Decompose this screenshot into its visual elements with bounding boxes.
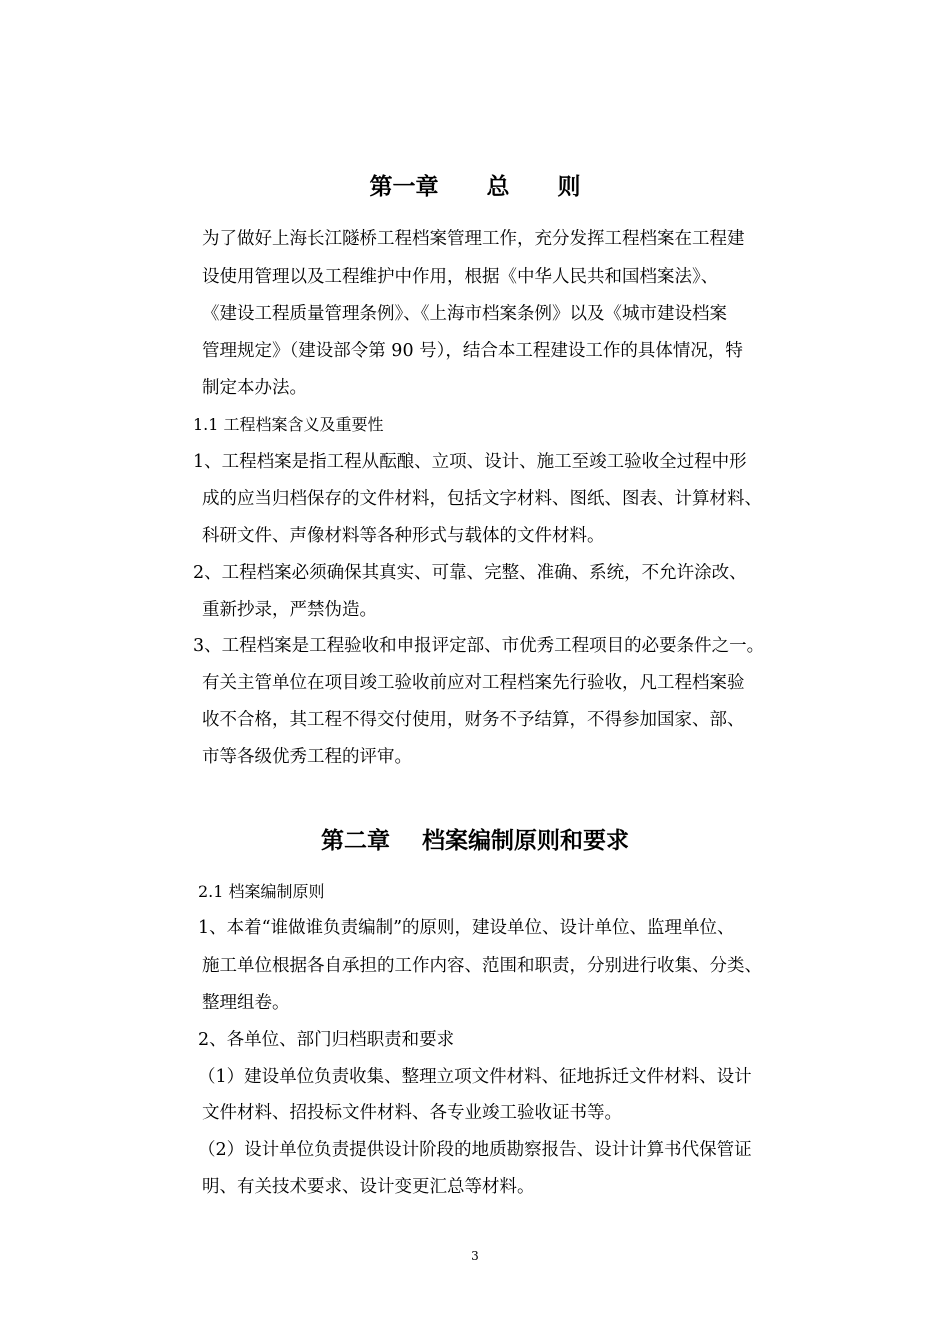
page-number: 3 bbox=[471, 1249, 479, 1263]
section-1-1-item-1-line-1: 1、工程档案是指工程从酝酿、立项、设计、施工至竣工验收全过程中形 bbox=[193, 452, 747, 472]
section-2-1-sub-2-line-1: （2）设计单位负责提供设计阶段的地质勘察报告、设计计算书代保管证 bbox=[198, 1140, 752, 1160]
section-1-1-item-3-line-4: 市等各级优秀工程的评审。 bbox=[202, 747, 412, 767]
section-1-1-item-3-line-1: 3、工程档案是工程验收和申报评定部、市优秀工程项目的必要条件之一。 bbox=[193, 636, 765, 656]
section-1-1-item-2-line-2: 重新抄录，严禁伪造。 bbox=[202, 600, 377, 620]
chapter-1-intro-line-3: 《建设工程质量管理条例》、《上海市档案条例》以及《城市建设档案 bbox=[202, 304, 727, 324]
section-1-1-item-2-line-1: 2、工程档案必须确保其真实、可靠、完整、准确、系统，不允许涂改、 bbox=[193, 563, 747, 583]
section-1-1-item-1-line-3: 科研文件、声像材料等各种形式与载体的文件材料。 bbox=[202, 526, 605, 546]
section-2-1-item-1-line-2: 施工单位根据各自承担的工作内容、范围和职责，分别进行收集、分类、 bbox=[202, 956, 762, 976]
section-2-1-sub-1-line-1: （1）建设单位负责收集、整理立项文件材料、征地拆迁文件材料、设计 bbox=[198, 1067, 752, 1087]
section-2-1-sub-1-line-2: 文件材料、招投标文件材料、各专业竣工验收证书等。 bbox=[202, 1103, 622, 1123]
section-2-1-item-2-heading: 2、各单位、部门归档职责和要求 bbox=[198, 1030, 455, 1050]
chapter-1-intro-line-5: 制定本办法。 bbox=[202, 378, 307, 398]
chapter-1-intro-line-4: 管理规定》（建设部令第 90 号），结合本工程建设工作的具体情况，特 bbox=[202, 341, 743, 361]
chapter-1-title: 第一章 总 则 bbox=[369, 174, 581, 200]
chapter-1-intro-line-2: 设使用管理以及工程维护中作用，根据《中华人民共和国档案法》、 bbox=[202, 267, 719, 287]
section-1-1-heading: 1.1 工程档案含义及重要性 bbox=[193, 415, 384, 434]
section-1-1-item-3-line-2: 有关主管单位在项目竣工验收前应对工程档案先行验收，凡工程档案验 bbox=[202, 673, 745, 693]
section-2-1-item-1-line-1: 1、本着“谁做谁负责编制”的原则，建设单位、设计单位、监理单位、 bbox=[198, 918, 735, 938]
chapter-2-title: 第二章 档案编制原则和要求 bbox=[320, 828, 630, 854]
section-1-1-item-3-line-3: 收不合格，其工程不得交付使用，财务不予结算，不得参加国家、部、 bbox=[202, 710, 745, 730]
section-2-1-sub-2-line-2: 明、有关技术要求、设计变更汇总等材料。 bbox=[202, 1177, 535, 1197]
section-1-1-item-1-line-2: 成的应当归档保存的文件材料，包括文字材料、图纸、图表、计算材料、 bbox=[202, 489, 762, 509]
chapter-1-intro-line-1: 为了做好上海长江隧桥工程档案管理工作，充分发挥工程档案在工程建 bbox=[202, 229, 745, 249]
section-2-1-item-1-line-3: 整理组卷。 bbox=[202, 993, 290, 1013]
section-2-1-heading: 2.1 档案编制原则 bbox=[198, 882, 325, 901]
